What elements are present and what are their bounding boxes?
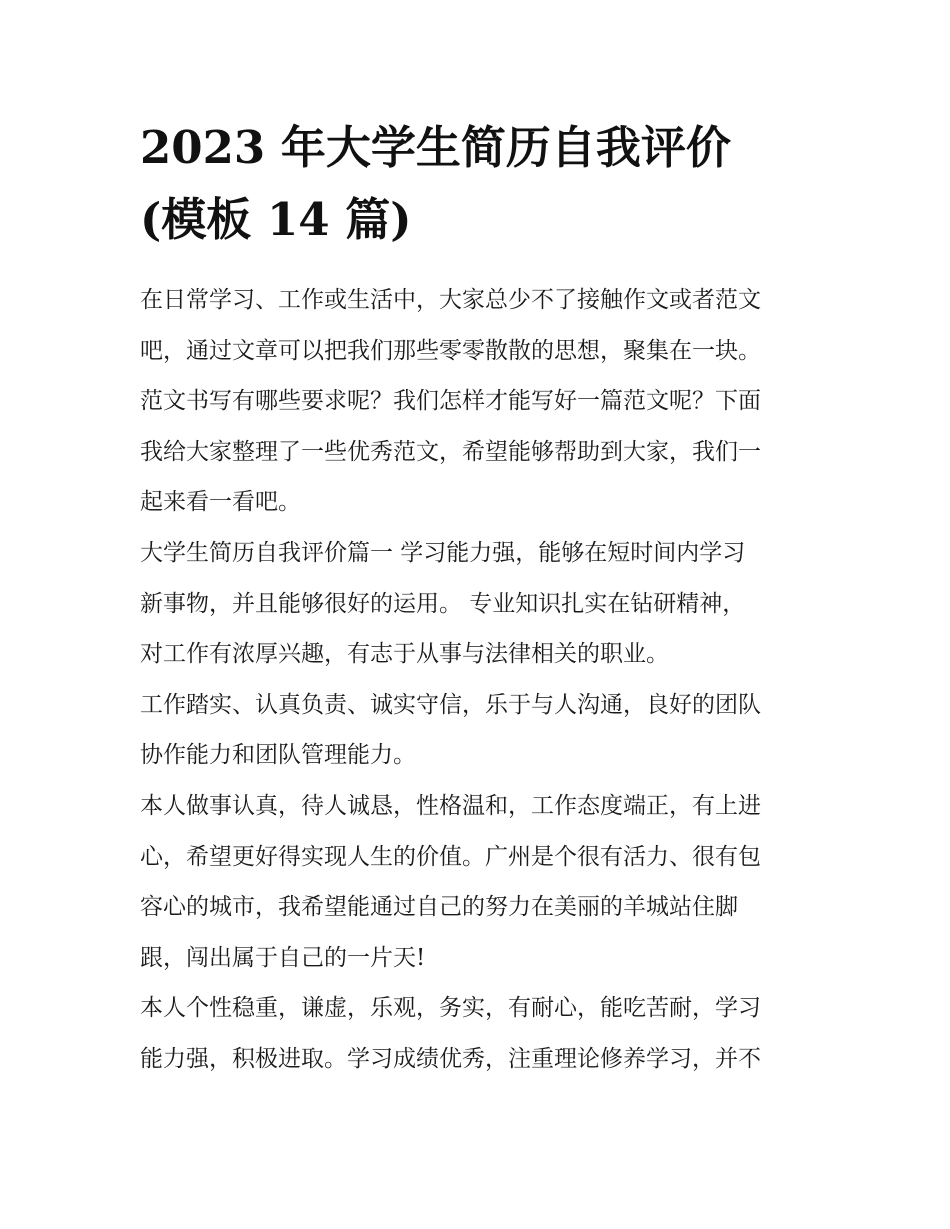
body-line-9: 工作踏实、认真负责、诚实守信，乐于与人沟通，良好的团队 xyxy=(140,691,761,718)
body-line-2: 吧，通过文章可以把我们那些零零散散的思想，聚集在一块。 xyxy=(140,337,761,364)
body-line-15: 本人个性稳重，谦虚，乐观，务实，有耐心，能吃苦耐，学习 xyxy=(140,995,761,1022)
body-line-16: 能力强，积极进取。学习成绩优秀，注重理论修养学习，并不 xyxy=(140,1045,761,1072)
body-line-12: 心，希望更好得实现人生的价值。广州是个很有活力、很有包 xyxy=(140,843,761,870)
document-title xyxy=(140,112,830,256)
body-line-7: 新事物，并且能够很好的运用。 专业知识扎实在钻研精神， xyxy=(140,590,746,617)
body-line-8: 对工作有浓厚兴趣，有志于从事与法律相关的职业。 xyxy=(140,641,669,668)
title-line-2: (模板 14 篇) xyxy=(140,193,412,246)
body-line-10: 协作能力和团队管理能力。 xyxy=(140,742,416,769)
body-line-1: 在日常学习、工作或生活中，大家总少不了接触作文或者范文 xyxy=(140,287,761,313)
body-line-6: 大学生简历自我评价篇一 学习能力强，能够在短时间内学习 xyxy=(140,539,746,566)
title-line-1: 2023 年大学生简历自我评价 xyxy=(140,121,731,174)
body-line-14: 跟，闯出属于自己的一片天! xyxy=(140,944,426,971)
body-line-5: 起来看一看吧。 xyxy=(140,489,301,516)
body-line-4: 我给大家整理了一些优秀范文，希望能够帮助到大家，我们一 xyxy=(140,438,761,465)
body-line-11: 本人做事认真，待人诚恳，性格温和，工作态度端正，有上进 xyxy=(140,792,761,819)
body-line-13: 容心的城市，我希望能通过自己的努力在美丽的羊城站住脚 xyxy=(140,894,738,921)
body-line-3: 范文书写有哪些要求呢？我们怎样才能写好一篇范文呢？下面 xyxy=(140,388,761,415)
document-body xyxy=(140,275,820,1085)
